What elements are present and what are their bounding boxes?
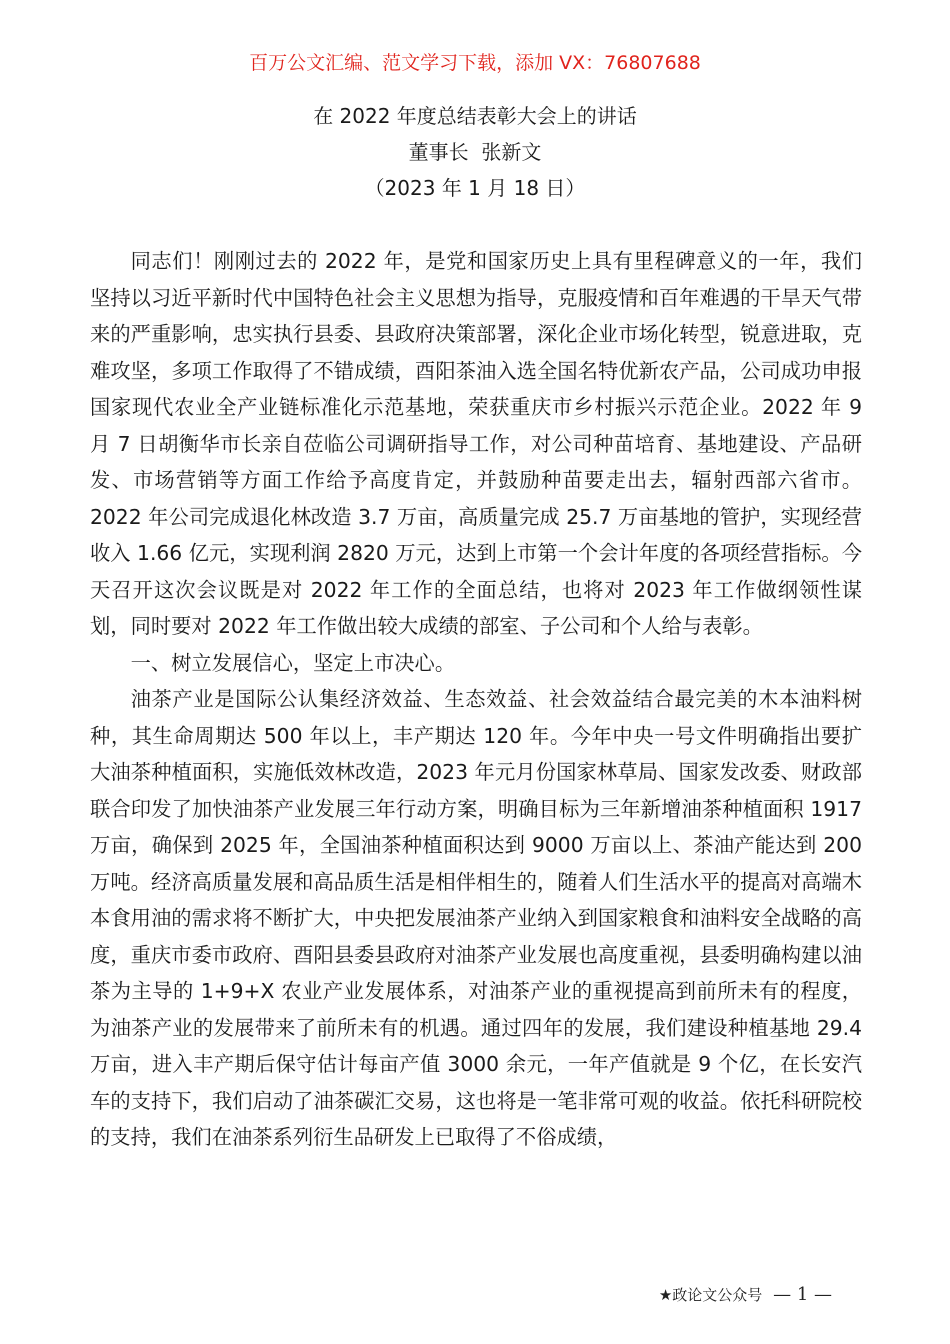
speech-date: （2023 年 1 月 18 日） (364, 176, 586, 200)
speaker-line: 董事长 张新文 (408, 140, 542, 164)
paragraph-section-1: 油茶产业是国际公认集经济效益、生态效益、社会效益结合最完美的木本油料树种，其生命周期达 500 年以上，丰产期达 120 年。今年中央一号文件明确指出要扩大油茶种植面积，实施低效林改造，2023 年元月份国家林草局、国家发改委、财政部联合印发了加快油茶产业发展三年行动方案，明确目标为三年新增油茶种植面积 1917 万亩，确保到 2025 年，全国油茶种植面积达到 9000 万亩以上、茶油产能达到 200 万吨。经济高质量发展和高品质生活是相伴相生的，随着人们生活水平的提高对高端木本食用油的需求将不断扩大，中央把发展油茶产业纳入到国家粮食和油料安全战略的高度，重庆市委市政府、酉阳县委县政府对油茶产业发展也高度重视，县委明确构建以油茶为主导的 1+9+X 农业产业发展体系，对油茶产业的重视提高到前所未有的程度，为油茶产业的发展带来了前所未有的机遇。通过四年的发展，我们建设种植基地 29.4 万亩，进入丰产期后保守估计每亩产值 3000 余元，一年产值就是 9 个亿，在长安汽车的支持下，我们启动了油茶碳汇交易，这也将是一笔非常可观的收益。依托科研院校的支持，我们在油茶系列衍生品研发上已取得了不俗成绩， (90, 687, 862, 1149)
footer-source: ★政论文公众号 (658, 1286, 763, 1304)
speech-body (90, 243, 862, 1156)
paragraph-opening: 同志们！刚刚过去的 2022 年，是党和国家历史上具有里程碑意义的一年，我们坚持以习近平新时代中国特色社会主义思想为指导，克服疫情和百年难遇的干旱天气带来的严重影响，忠实执行县委、县政府决策部署，深化企业市场化转型，锐意进取，克难攻坚，多项工作取得了不错成绩，酉阳茶油入选全国名特优新农产品，公司成功申报国家现代农业全产业链标准化示范基地，荣获重庆市乡村振兴示范企业。2022 年 9 月 7 日胡衡华市长亲自莅临公司调研指导工作，对公司种苗培育、基地建设、产品研发、市场营销等方面工作给予高度肯定，并鼓励种苗要走出去，辐射西部六省市。2022 年公司完成退化林改造 3.7 万亩，高质量完成 25.7 万亩基地的管护，实现经营收入 1.66 亿元，实现利润 2820 万元，达到上市第一个会计年度的各项经营指标。今天召开这次会议既是对 2022 年工作的全面总结，也将对 2023 年工作做纲领性谋划，同时要对 2022 年工作做出较大成绩的部室、子公司和个人给与表彰。 (90, 249, 862, 638)
section-heading-1: 一、树立发展信心，坚定上市决心。 (130, 650, 456, 675)
page-footer (659, 1284, 832, 1305)
page-number: — 1 — (773, 1284, 832, 1305)
document-title: 在 2022 年度总结表彰大会上的讲话 (313, 104, 637, 128)
header-banner: 百万公文汇编、范文学习下载，添加 VX：76807688 (249, 52, 701, 74)
title-block (0, 98, 950, 206)
